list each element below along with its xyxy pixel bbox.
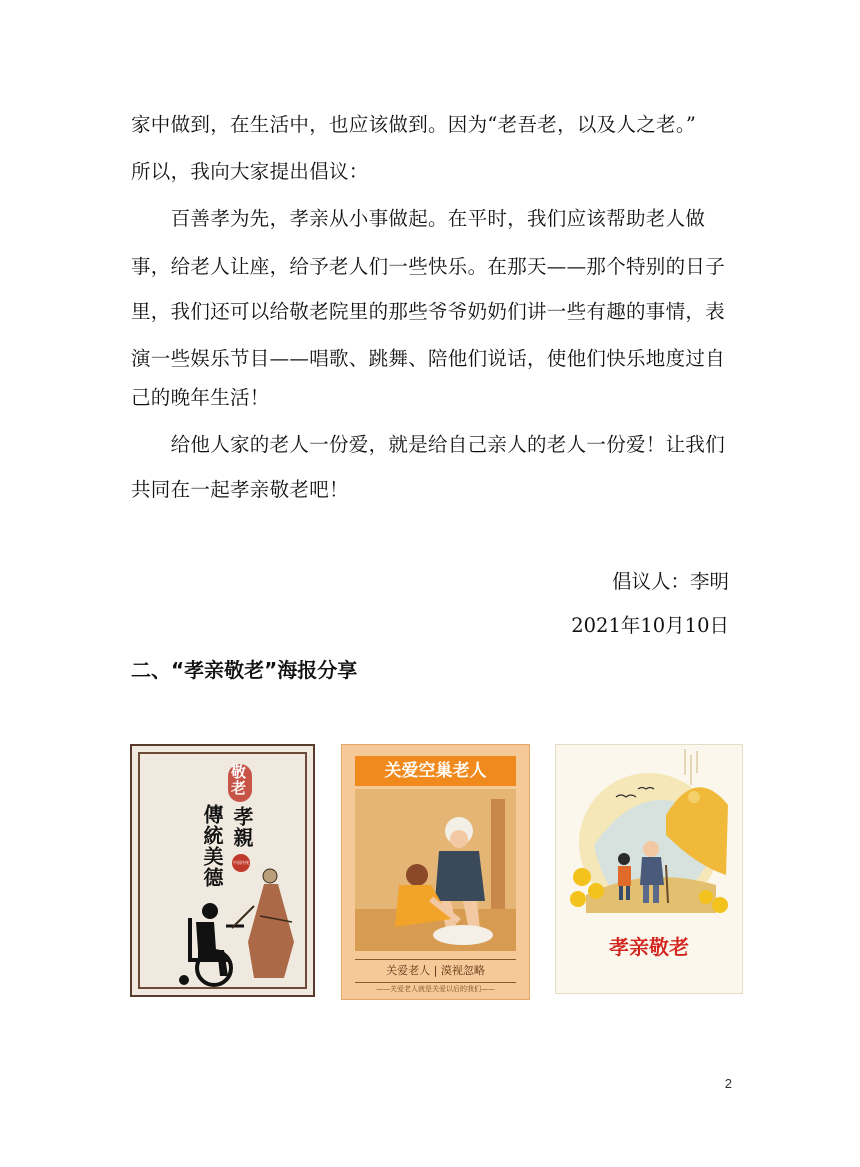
- letter-line-9: 共同在一起孝亲敬老吧！: [131, 478, 349, 501]
- letter-line-4: 事，给老人让座，给予老人们一些快乐。在那天——那个特别的日子: [131, 255, 726, 278]
- poster-respect-elderly: [555, 744, 743, 994]
- illustration-panel: [355, 789, 516, 951]
- poster-filial-tradition: [130, 744, 315, 997]
- poster-care-elderly: [341, 744, 530, 1000]
- letter-line-5: 里，我们还可以给敬老院里的那些爷爷奶奶们讲一些有趣的事情，表: [131, 300, 726, 323]
- signer: 倡议人：李明: [611, 570, 729, 593]
- letter-line-2: 所以，我向大家提出倡议：: [131, 160, 369, 183]
- poster-col-virtue: 傳統美德: [200, 804, 224, 888]
- section-heading: 二、“孝亲敬老”海报分享: [131, 658, 358, 682]
- poster-title: 孝亲敬老: [609, 935, 689, 959]
- letter-line-8: 给他人家的老人一份爱，就是给自己亲人的老人一份爱！让我们: [131, 433, 726, 456]
- letter-line-6: 演一些娱乐节目——唱歌、跳舞、陪他们说话，使他们快乐地度过自: [131, 347, 726, 370]
- poster-slogan-bar: 关爱老人 | 漠视忽略: [355, 959, 516, 983]
- letter-line-3: 百善孝为先，孝亲从小事做起。在平时，我们应该帮助老人做: [131, 207, 706, 230]
- letter-line-1: 家中做到，在生活中，也应该做到。因为“老吾老，以及人之老。”: [131, 113, 697, 136]
- stamp-seal: 中国传统: [232, 854, 250, 872]
- poster-footer: ——关爱老人就是关爱以后的我们——: [376, 985, 495, 993]
- wheelchair-illustration: [132, 746, 313, 995]
- letter-line-7: 己的晚年生活！: [131, 386, 270, 409]
- poster-title: 关爱空巢老人: [355, 756, 516, 786]
- letter-date: 2021年10月10日: [571, 614, 729, 637]
- seal-text: 敬老: [229, 764, 247, 796]
- page-number: 2: [724, 1076, 732, 1091]
- care-illustration: [355, 789, 516, 951]
- poster-col-filial: 孝親: [230, 806, 254, 848]
